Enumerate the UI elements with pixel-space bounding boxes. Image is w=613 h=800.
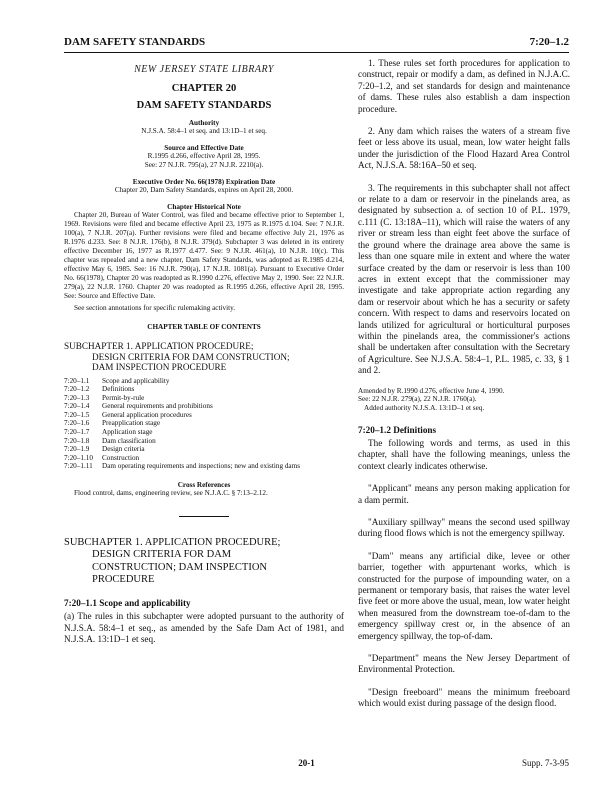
paragraph-1: 1. These rules set forth procedures for application to construct, repair or modify a dam, as defined in N.J.A.C. 7:20–1.2, and set standards for design and maintenance of dams. These rules also establish a dam inspection procedure.: [358, 58, 570, 114]
toc-entry-number: 7:20–1.5: [64, 410, 90, 419]
source-heading: Source and Effective Date: [164, 144, 244, 152]
cross-references-text: Flood control, dams, engineering review, see N.J.A.C. § 7:13–2.12.: [74, 489, 268, 498]
toc-list: [64, 377, 300, 472]
amendment-line-1: Amended by R.1990 d.276, effective June 4, 1990.: [358, 386, 505, 395]
running-header: [64, 36, 569, 50]
toc-entry-title: Construction: [102, 453, 140, 462]
toc-subchapter: [64, 341, 344, 373]
section-divider: [179, 516, 229, 517]
toc-entry-title: Design criteria: [102, 445, 145, 454]
chapter-number: CHAPTER 20: [171, 83, 237, 94]
subchapter-heading: [64, 537, 344, 586]
toc-entry: [64, 377, 300, 386]
right-column: [358, 58, 570, 710]
toc-entry-title: General requirements and prohibitions: [102, 402, 213, 411]
paragraph-2: 2. Any dam which raises the waters of a stream five feet or less above its usual, mean, low water height falls under the jurisdiction of the Flood Hazard Area Control Act, N.J.S.A. 58:16A–50 et seq.: [358, 126, 570, 171]
definition-department: "Department" means the New Jersey Department of Environmental Protection.: [358, 653, 570, 675]
subchapter-line-1: SUBCHAPTER 1. APPLICATION PROCEDURE;: [64, 537, 281, 549]
header-section: 7:20–1.2: [529, 36, 569, 48]
toc-entry-number: 7:20–1.7: [64, 428, 90, 437]
library-stamp: NEW JERSEY STATE LIBRARY: [134, 64, 274, 75]
toc-entry-number: 7:20–1.11: [64, 462, 93, 471]
header-rule: [64, 52, 569, 53]
definition-design-freeboard: "Design freeboard" means the minimum freeboard which would exist during passage of the design flood.: [358, 686, 570, 709]
toc-entry: [64, 394, 300, 403]
toc-entry: [64, 462, 300, 471]
toc-entry-number: 7:20–1.8: [64, 436, 90, 445]
toc-entry-number: 7:20–1.2: [64, 385, 90, 394]
history-note: See section annotations for specific rulemaking activity.: [74, 304, 236, 312]
chapter-title: DAM SAFETY STANDARDS: [136, 100, 272, 111]
toc-entry: [64, 402, 300, 411]
toc-entry-number: 7:20–1.1: [64, 376, 90, 385]
toc-entry-title: Scope and applicability: [102, 376, 170, 385]
toc-entry-title: Application stage: [102, 428, 153, 437]
amendment-note: [358, 387, 570, 413]
toc-entry: [64, 454, 300, 463]
toc-entry-title: General application procedures: [102, 410, 192, 419]
toc-entry-number: 7:20–1.3: [64, 393, 90, 402]
toc-entry-number: 7:20–1.6: [64, 419, 90, 428]
toc-entry-title: Preapplication stage: [102, 419, 161, 428]
toc-entry-number: 7:20–1.4: [64, 402, 90, 411]
subchapter-line-2: DESIGN CRITERIA FOR DAM: [92, 549, 232, 561]
toc-entry-number: 7:20–1.9: [64, 445, 90, 454]
toc-subchapter-line-3: DAM INSPECTION PROCEDURE: [92, 362, 227, 372]
definition-dam: "Dam" means any artificial dike, levee or other barrier, together with appurtenant works, which is constructed for the purpose of impounding water, on a permanent or temporary basis, that raises the water level five feet or more above the usual, mean, low water height when measured from the downstream toe-of-dam to the emergency spillway crest or, in the absence of an emergency spillway, the top-of-dam.: [358, 550, 570, 641]
toc-entry: [64, 437, 300, 446]
history-heading: Chapter Historical Note: [167, 203, 241, 211]
executive-text: Chapter 20, Dam Safety Standards, expires on April 28, 2000.: [114, 186, 294, 194]
toc-entry: [64, 445, 300, 454]
toc-entry-title: Dam operating requirements and inspections; new and existing dams: [102, 462, 301, 471]
toc-entry-title: Permit-by-rule: [102, 393, 145, 402]
toc-subchapter-line-1: SUBCHAPTER 1. APPLICATION PROCEDURE;: [64, 341, 254, 351]
history-text: Chapter 20, Bureau of Water Control, was filed and became effective prior to September 1, 1969. Revisions were filed and became effective April 23, 1975 as R.1975 d.104. See: 7 N.J.R. 100(a), 7 N.J.R. 207(a). Further revisions were filed and became effective July 21, 1976 as R.1976 d.233. See: 8 N.J.R. 176(b), 8 N.J.R. 379(d). Subchapter 3 was deleted in its entirety effective December 16, 1977 as R.1977 d.477. See: 9 N.J.R. 461(a), 10 N.J.R. 10(c). This chapter was repealed and a new chapter, Dam Safety Standards, was adopted as R.1985 d.214, effective May 6, 1985. See: 16 N.J.R. 790(a), 17 N.J.R. 1081(a). Pursuant to Executive Order No. 66(1978), Chapter 20 was readopted as R.1990 d.276, effective May 2, 1990. See: 22 N.J.R. 279(a), 22 N.J.R. 1760. Chapter 20 was readopted as R.1995 d.266, effective April 28, 1995. See: Source and Effective Date.: [64, 211, 344, 300]
executive-heading: Executive Order No. 66(1978) Expiration Date: [132, 178, 276, 186]
toc-entry: [64, 411, 300, 420]
toc-entry: [64, 428, 300, 437]
page-number: 20-1: [298, 758, 315, 768]
toc-entry-title: Dam classification: [102, 436, 156, 445]
amendment-line-3: Added authority N.J.S.A. 13:1D–1 et seq.: [364, 404, 485, 413]
toc-entry: [64, 385, 300, 394]
toc-entry-title: Definitions: [102, 385, 135, 394]
cross-references-heading: Cross References: [177, 481, 231, 490]
definitions-intro: The following words and terms, as used in this chapter, shall have the following meanings, unless the context clearly indicates otherwise.: [358, 437, 570, 471]
subchapter-line-3: CONSTRUCTION; DAM INSPECTION: [92, 561, 268, 573]
subchapter-line-4: PROCEDURE: [92, 573, 155, 585]
authority-text: N.J.S.A. 58:4–1 et seq. and 13:1D–1 et seq.: [141, 127, 267, 135]
supplement-date: Supp. 7-3-95: [522, 758, 569, 768]
authority-heading: Authority: [188, 119, 220, 127]
section-1-2-heading: 7:20–1.2 Definitions: [358, 424, 437, 435]
amendment-line-2: See: 22 N.J.R. 279(a), 22 N.J.R. 1760(a).: [358, 395, 477, 404]
toc-entry-number: 7:20–1.10: [64, 453, 93, 462]
definition-applicant: "Applicant" means any person making application for a dam permit.: [358, 483, 570, 505]
toc-heading: CHAPTER TABLE OF CONTENTS: [147, 323, 261, 331]
toc-entry: [64, 419, 300, 428]
section-1-1-paragraph-a: (a) The rules in this subchapter were adopted pursuant to the authority of N.J.S.A. 58:4–1 et seq., as amended by the Safe Dam Act of 1981, and N.J.S.A. 13:1D–1 et seq.: [64, 611, 344, 645]
definition-auxiliary-spillway: "Auxiliary spillway" means the second used spillway during flood flows which is not the emergency spillway.: [358, 516, 570, 539]
source-line-1: R.1995 d.266, effective April 28, 1995.: [147, 152, 261, 160]
paragraph-3: 3. The requirements in this subchapter shall not affect or relate to a dam or reservoir in the pinelands area, as designated by subsection a. of section 10 of P.L. 1979, c.111 (C. 13:18A–11), which will raise the waters of any river or stream less than eight feet above the surface of the ground where the drainage area above the same is less than one square mile in extent and where the water surface created by the dam or reservoir is less than 100 acres in extent except that the commissioner may investigate and take appropriate action regarding any dam or reservoir about which he has a security or safety concern. With respect to dams and reservoirs located on lands utilized for agricultural or horticultural purposes within the pinelands area, the commissioner's actions shall be undertaken after consultation with the Secretary of Agriculture. See N.J.S.A. 58:4–1, P.L. 1985, c. 33, § 1 and 2.: [358, 182, 570, 376]
section-1-1-heading: 7:20–1.1 Scope and applicability: [64, 598, 191, 609]
header-title: DAM SAFETY STANDARDS: [64, 36, 206, 48]
toc-subchapter-line-2: DESIGN CRITERIA FOR DAM CONSTRUCTION;: [92, 351, 290, 362]
left-column: [64, 58, 344, 645]
source-line-2: See: 27 N.J.R. 795(a), 27 N.J.R. 2210(a).: [144, 161, 264, 169]
